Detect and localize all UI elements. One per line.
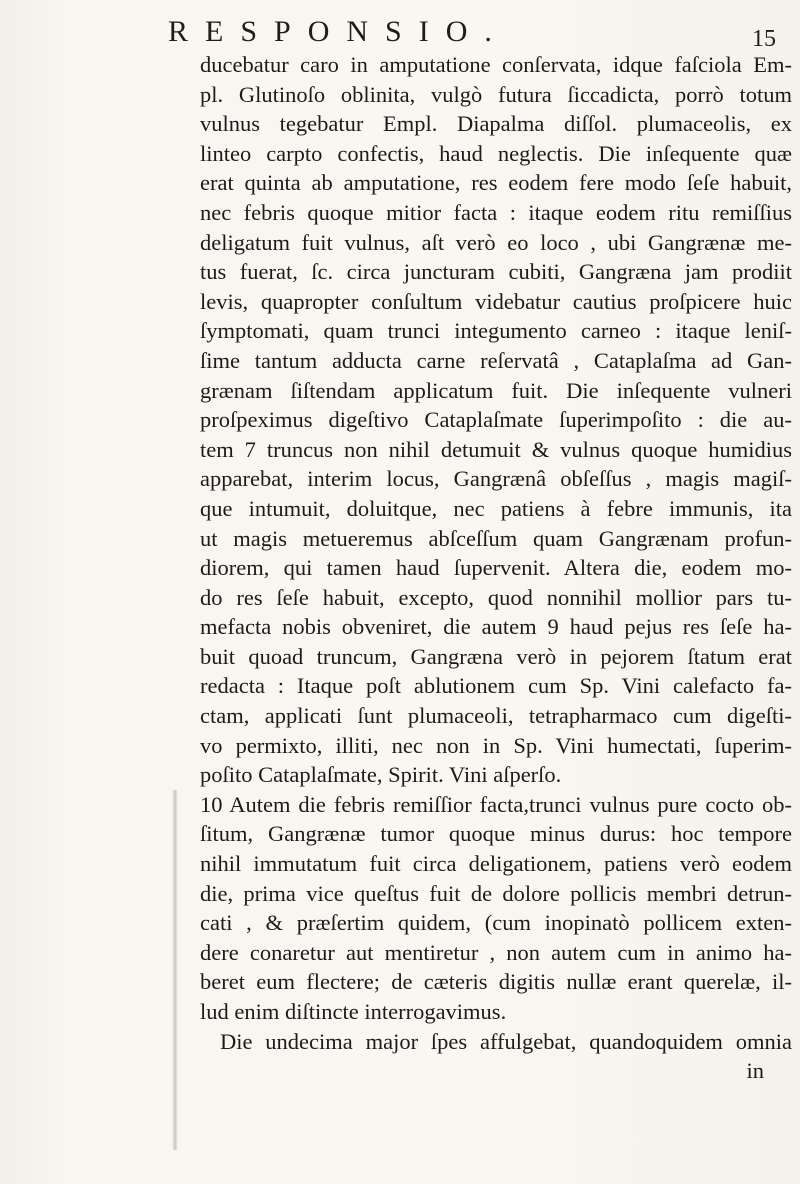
page-number: 15 [752, 26, 776, 52]
text-line: ſitum, Gangrænæ tumor quoque minus durus: hoc tempore [200, 821, 792, 847]
text-line: linteo carpto confectis, haud neglectis. Die inſequente quæ [200, 140, 792, 166]
text-line: vo permixto, illiti, nec non in Sp. Vini humectati, ſuperim- [200, 732, 792, 758]
text-line: ſime tantum adducta carne reſervatâ , Cataplaſma ad Gan- [200, 347, 792, 373]
text-line: lud enim diſtincte interrogavimus. [200, 999, 507, 1024]
text-line: ut magis metueremus abſceſſum quam Gangrænam profun- [200, 525, 792, 551]
text-line: nihil immutatum fuit circa deligationem, patiens verò eodem [200, 851, 792, 877]
text-line: proſpeximus digeſtivo Cataplaſmate ſuperimpoſito : die au- [200, 407, 792, 433]
text-line: 10 Autem die febris remiſſior facta,trunci vulnus pure cocto ob- [200, 791, 792, 817]
text-line: tus fuerat, ſc. circa juncturam cubiti, Gangræna jam prodiit [200, 259, 792, 285]
text-line: apparebat, interim locus, Gangrænâ obſeſſus , magis magiſ- [200, 466, 792, 492]
text-line: ſymptomati, quam trunci integumento carneo : itaque leniſ- [200, 318, 792, 344]
running-title: RESPONSIO. [168, 15, 509, 48]
text-line: redacta : Itaque poſt ablutionem cum Sp. Vini calefacto fa- [200, 673, 792, 699]
text-line: tem 7 truncus non nihil detumuit & vulnus quoque humidius [200, 436, 792, 462]
text-line: do res ſeſe habuit, excepto, quod nonnihil mollior pars tu- [200, 584, 792, 610]
text-line: beret eum flectere; de cæteris digitis nullæ erant querelæ, il- [200, 969, 792, 995]
text-line: ctam, applicati ſunt plumaceoli, tetrapharmaco cum digeſti- [200, 703, 792, 729]
text-line: mefacta nobis obveniret, die autem 9 haud pejus res ſeſe ha- [200, 614, 792, 640]
body-text [200, 50, 792, 1086]
text-line: die, prima vice queſtus fuit de dolore pollicis membri detrun- [200, 880, 792, 906]
text-line: pl. Glutinoſo oblinita, vulgò futura ſiccadicta, porrò totum [200, 81, 792, 107]
text-line: erat quinta ab amputatione, res eodem fere modo ſeſe habuit, [200, 170, 792, 196]
text-line: grænam ſiſtendam applicatum fuit. Die inſequente vulneri [200, 377, 792, 403]
text-line: vulnus tegebatur Empl. Diapalma diſſol. plumaceolis, ex [200, 111, 792, 137]
text-line: que intumuit, doluitque, nec patiens à febre immunis, ita [200, 495, 792, 521]
catchword: in [746, 1058, 764, 1084]
text-line: deligatum fuit vulnus, aſt verò eo loco , ubi Gangrænæ me- [200, 229, 792, 255]
text-line: cati , & præſertim quidem, (cum inopinatò pollicem exten- [200, 910, 792, 936]
text-line: diorem, qui tamen haud ſupervenit. Altera die, eodem mo- [200, 555, 792, 581]
text-line: buit quoad truncum, Gangræna verò in pejorem ſtatum erat [200, 643, 792, 669]
text-line: levis, quapropter conſultum videbatur cautius proſpicere huic [200, 288, 792, 314]
page-header [168, 10, 588, 54]
text-line: poſito Cataplaſmate, Spirit. Vini aſperſo. [200, 762, 562, 788]
text-line: nec febris quoque mitior facta : itaque eodem ritu remiſſius [200, 199, 792, 225]
text-line: ducebatur caro in amputatione conſervata, idque faſciola Em- [200, 52, 792, 77]
text-line: dere conaretur aut mentiretur , non autem cum in animo ha- [200, 939, 792, 965]
text-line: Die undecima major ſpes affulgebat, quandoquidem omnia [220, 1028, 792, 1054]
gutter-shadow [172, 790, 178, 1150]
